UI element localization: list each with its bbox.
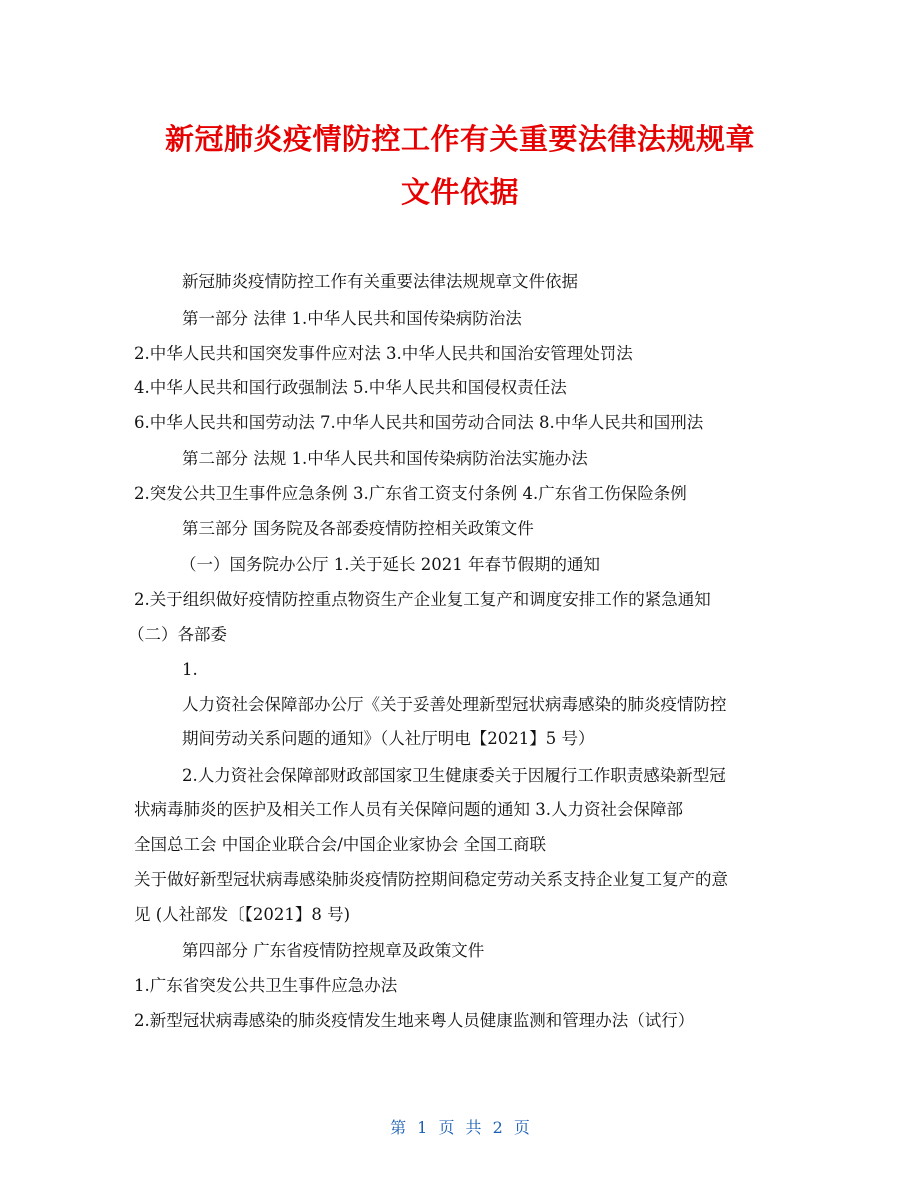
body-line: 2.人力资社会保障部财政部国家卫生健康委关于因履行工作职责感染新型冠 (182, 766, 726, 785)
body-line: 人力资社会保障部办公厅《关于妥善处理新型冠状病毒感染的肺炎疫情防控 (182, 695, 727, 714)
body-line: 2.新型冠状病毒感染的肺炎疫情发生地来粤人员健康监测和管理办法（试行） (134, 1011, 695, 1030)
body-line: 6.中华人民共和国劳动法 7.中华人民共和国劳动合同法 8.中华人民共和国刑法 (134, 413, 704, 432)
body-line: 见 (人社部发〔【2021】8 号) (134, 905, 351, 924)
page-number-footer: 第 1 页 共 2 页 (390, 1118, 530, 1137)
body-line: 状病毒肺炎的医护及相关工作人员有关保障问题的通知 3.人力资社会保障部 (134, 800, 683, 819)
body-line-subsection-two: （二）各部委 (128, 625, 227, 644)
body-line-part-three: 第三部分 国务院及各部委疫情防控相关政策文件 (182, 519, 534, 538)
body-line-heading: 新冠肺炎疫情防控工作有关重要法律法规规章文件依据 (182, 272, 578, 291)
body-line: 1. (182, 660, 198, 679)
body-line-part-two: 第二部分 法规 1.中华人民共和国传染病防治法实施办法 (182, 449, 588, 468)
body-line-part-four: 第四部分 广东省疫情防控规章及政策文件 (182, 941, 485, 960)
body-line: 2.突发公共卫生事件应急条例 3.广东省工资支付条例 4.广东省工伤保险条例 (134, 484, 687, 503)
document-title-line-2: 文件依据 (400, 175, 519, 209)
body-line: 全国总工会 中国企业联合会/中国企业家协会 全国工商联 (134, 835, 547, 854)
body-line-part-one: 第一部分 法律 1.中华人民共和国传染病防治法 (182, 309, 522, 328)
document-title-line-1: 新冠肺炎疫情防控工作有关重要法律法规规章 (164, 122, 755, 156)
body-line: 期间劳动关系问题的通知》（人社厅明电【2021】5 号） (182, 729, 595, 748)
body-line: 4.中华人民共和国行政强制法 5.中华人民共和国侵权责任法 (134, 378, 567, 397)
body-line: 2.关于组织做好疫情防控重点物资生产企业复工复产和调度安排工作的紧急通知 (134, 590, 711, 609)
body-line: 1.广东省突发公共卫生事件应急办法 (134, 976, 398, 995)
body-line: 关于做好新型冠状病毒感染肺炎疫情防控期间稳定劳动关系支持企业复工复产的意 (134, 870, 728, 889)
body-line: 2.中华人民共和国突发事件应对法 3.中华人民共和国治安管理处罚法 (134, 344, 633, 363)
body-line-subsection-one: （一）国务院办公厅 1.关于延长 2021 年春节假期的通知 (180, 555, 600, 574)
